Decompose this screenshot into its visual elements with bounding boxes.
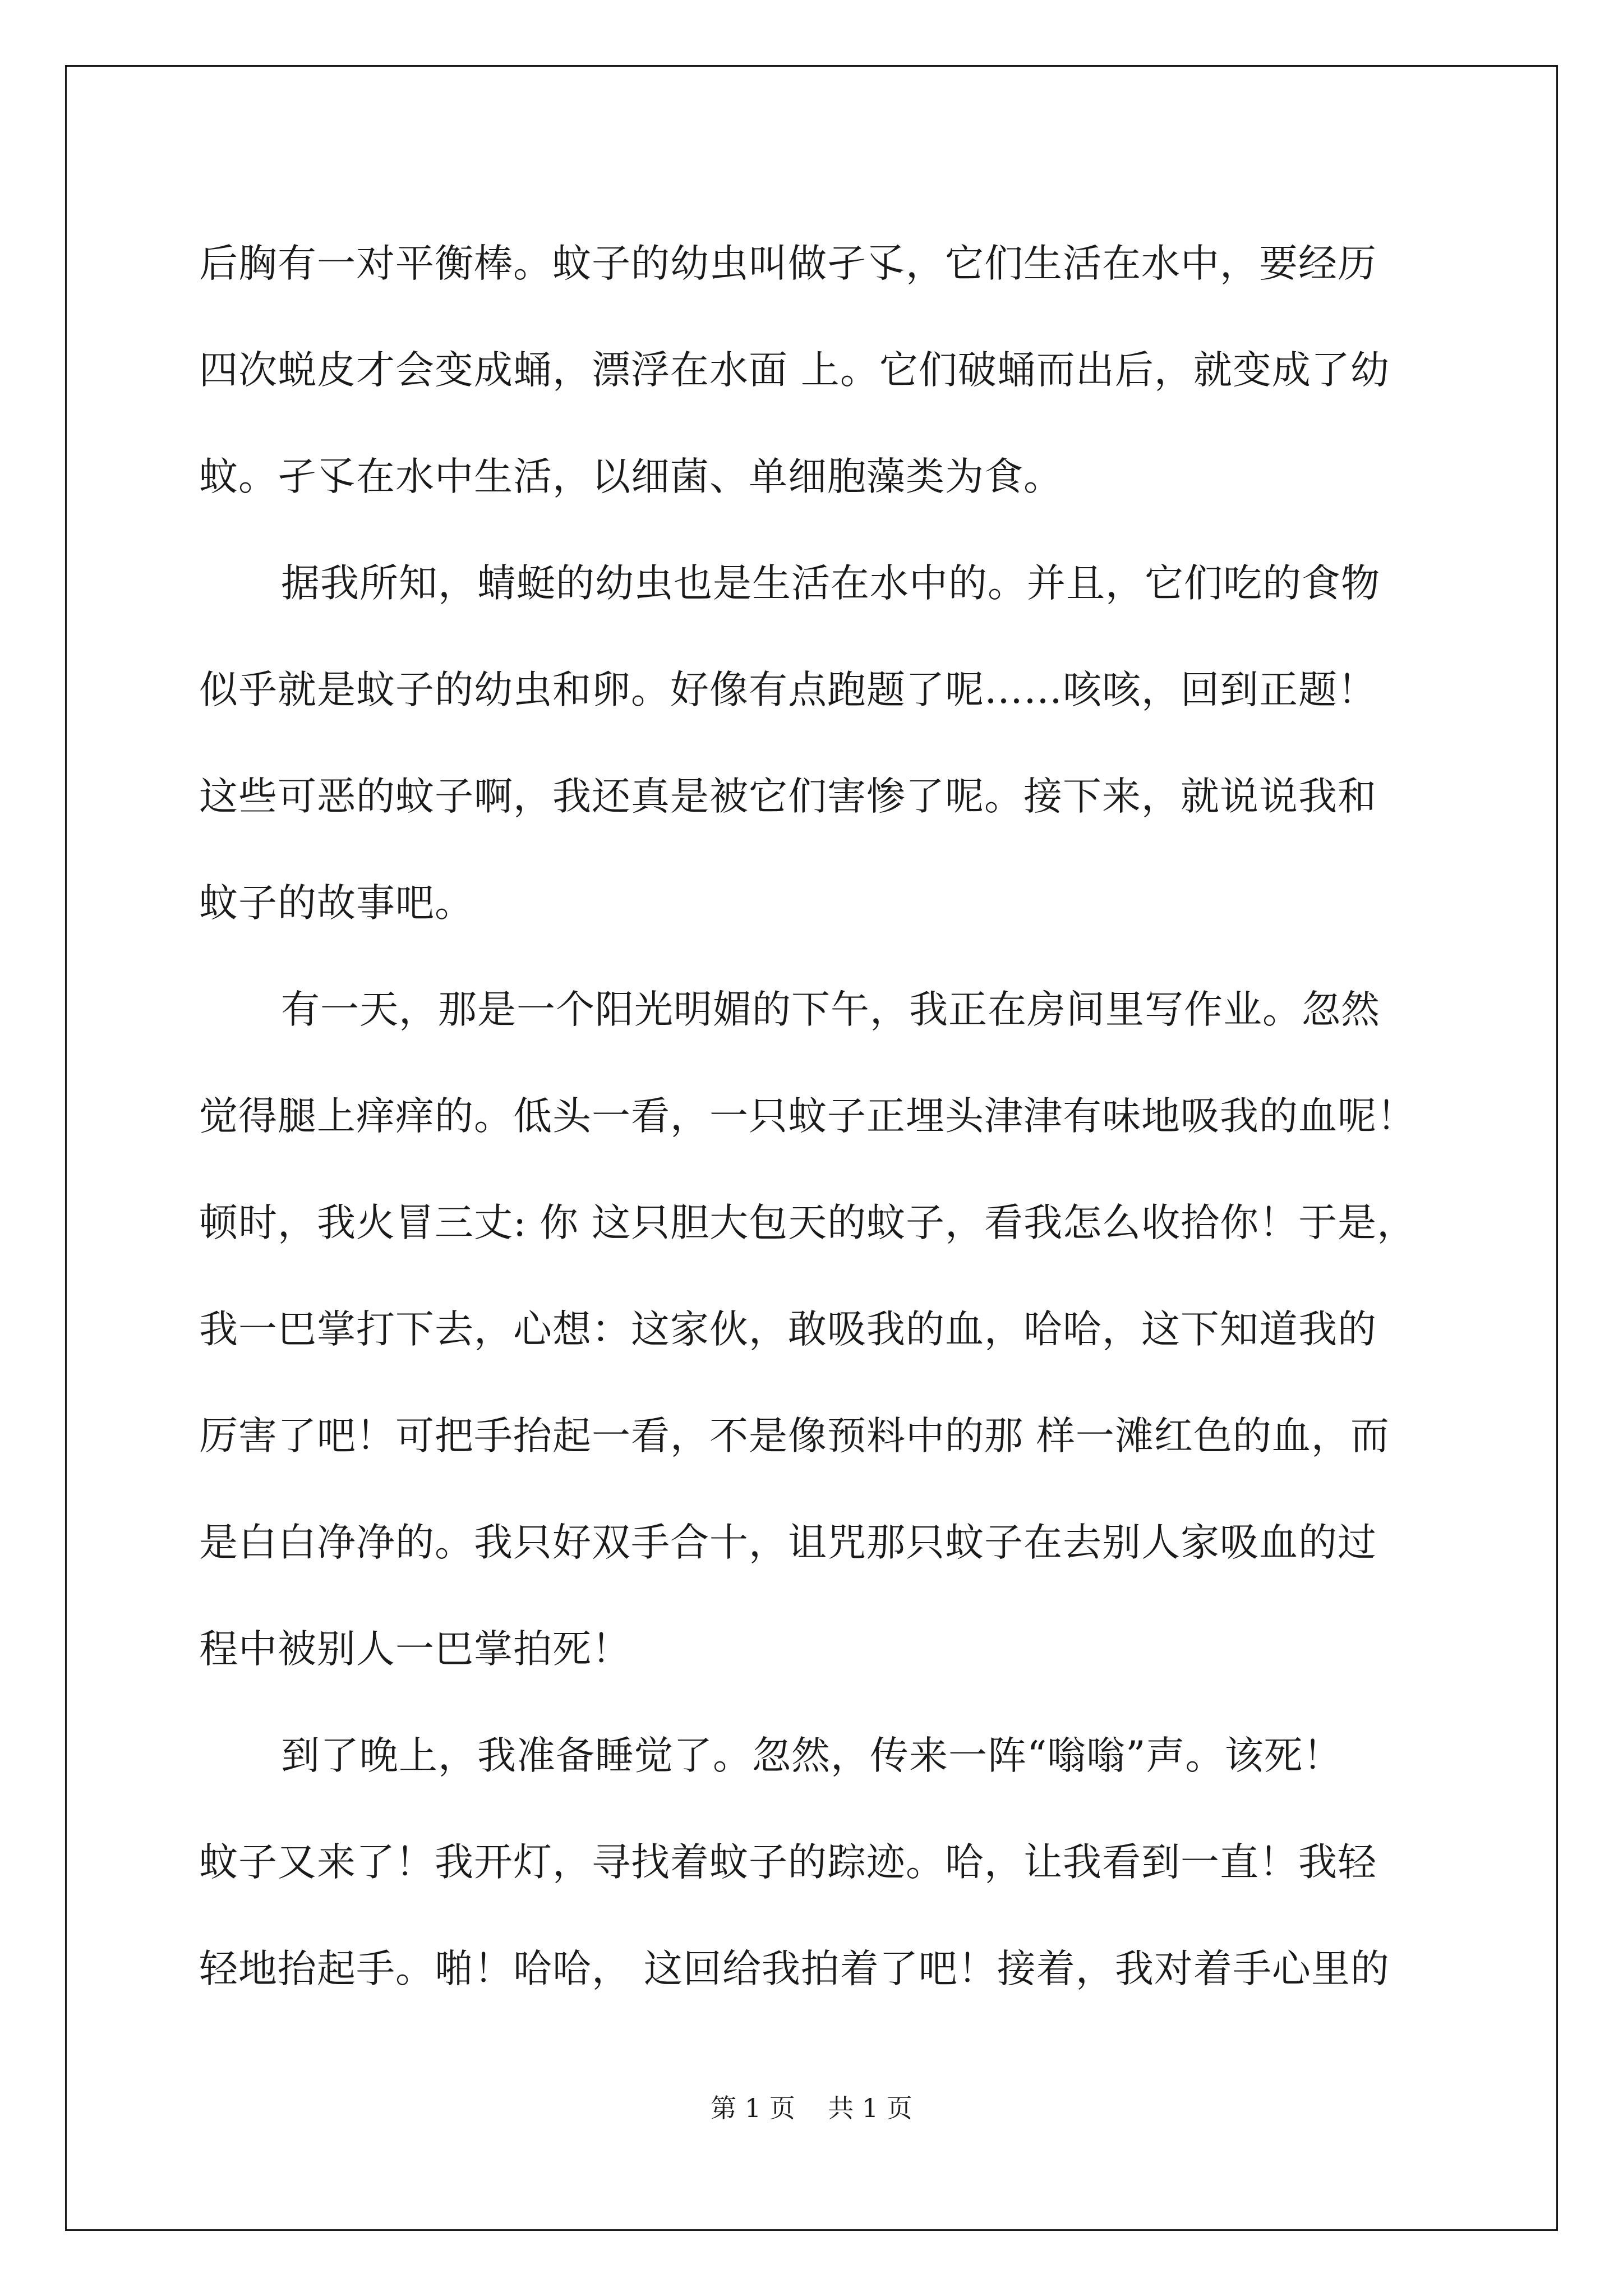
text-line: 觉得腿上痒痒的。低头一看，一只蚊子正埋头津津有味地吸我的血呢！ <box>199 1094 1416 1139</box>
text-line: 我一巴掌打下去，心想：这家伙，敢吸我的血，哈哈，这下知道我的 <box>199 1307 1377 1352</box>
text-line: 蚊。孑孓在水中生活，以细菌、单细胞藻类为食。 <box>199 454 1063 499</box>
text-line: 似乎就是蚊子的幼虫和卵。好像有点跑题了呢……咳咳，回到正题！ <box>199 668 1377 712</box>
document-body <box>199 210 1433 2022</box>
paragraph-start-line: 据我所知，蜻蜓的幼虫也是生活在水中的。并且，它们吃的食物 <box>281 561 1380 606</box>
text-line: 顿时，我火冒三丈: 你 这只胆大包天的蚊子，看我怎么收拾你！于是， <box>199 1200 1417 1245</box>
text-line: 蚊子的故事吧。 <box>199 881 474 926</box>
text-line: 厉害了吧！可把手抬起一看，不是像预料中的那 样一滩红色的血，而 <box>199 1414 1390 1458</box>
text-line: 四次蜕皮才会变成蛹，漂浮在水面 上。它们破蛹而出后，就变成了幼 <box>199 348 1390 393</box>
paragraph-start-line: 到了晚上，我准备睡觉了。忽然，传来一阵“嗡嗡”声。该死！ <box>281 1733 1343 1778</box>
text-line: 是白白净净的。我只好双手合十，诅咒那只蚊子在去别人家吸血的过 <box>199 1520 1377 1565</box>
page-number-footer: 第 1 页 共 1 页 <box>711 2093 912 2123</box>
text-line: 后胸有一对平衡棒。蚊子的幼虫叫做孑孓，它们生活在水中，要经历 <box>199 241 1377 286</box>
text-line: 蚊子又来了！我开灯，寻找着蚊子的踪迹。哈，让我看到一直！我轻 <box>199 1840 1377 1885</box>
paragraph-start-line: 有一天，那是一个阳光明媚的下午，我正在房间里写作业。忽然 <box>281 987 1380 1032</box>
text-line: 这些可恶的蚊子啊，我还真是被它们害惨了呢。接下来，就说说我和 <box>199 774 1377 819</box>
text-line: 轻地抬起手。啪！哈哈， 这回给我拍着了吧！接着，我对着手心里的 <box>199 1947 1390 1991</box>
text-line: 程中被别人一巴掌拍死！ <box>199 1627 631 1672</box>
